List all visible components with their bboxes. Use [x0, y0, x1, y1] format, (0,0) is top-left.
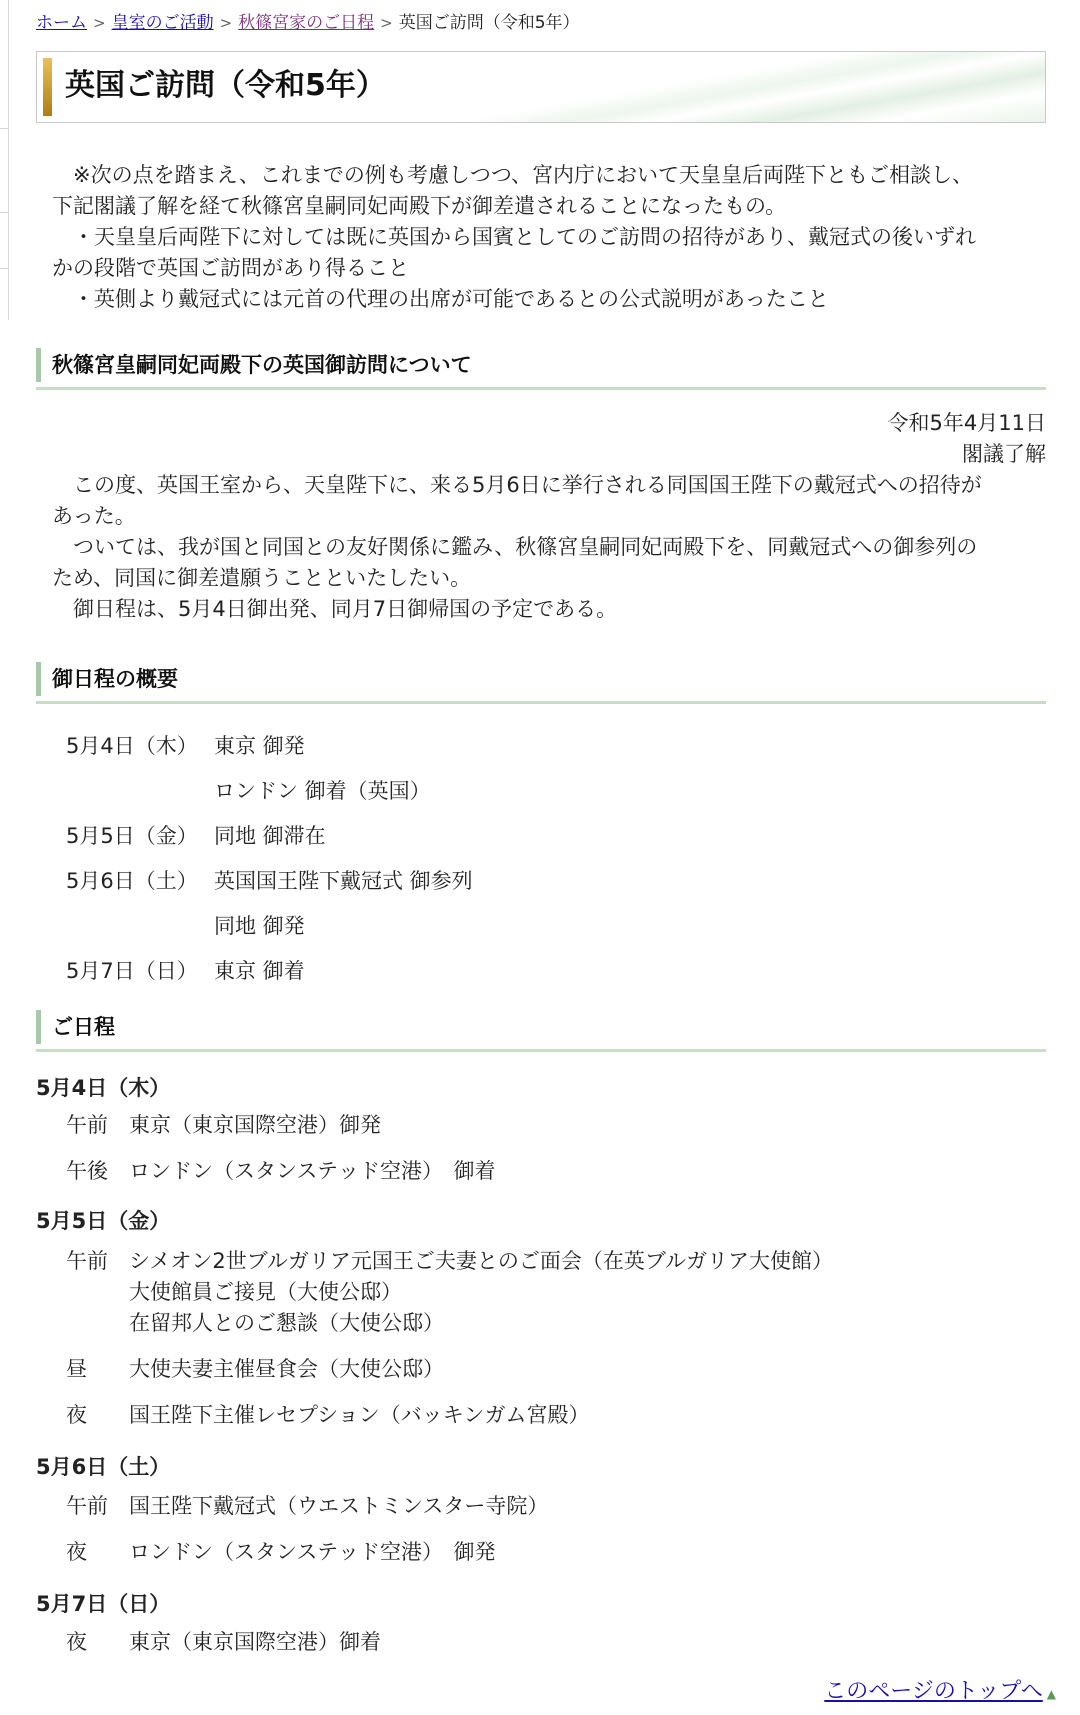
event-text: 国王陛下主催レセプション（バッキンガム宮殿）: [129, 1403, 590, 1427]
event-time: 午前: [66, 1494, 108, 1518]
intro-line: ※次の点を踏まえ、これまでの例も考慮しつつ、宮内庁において天皇皇后両陛下ともご相談し、: [52, 163, 974, 187]
event-text: 国王陛下戴冠式（ウエストミンスター寺院）: [129, 1494, 549, 1518]
event-text: ロンドン（スタンステッド空港） 御着: [129, 1159, 496, 1183]
summary-heading: 御日程の概要: [52, 667, 178, 691]
schedule-day-date: 5月6日（土）: [36, 1455, 171, 1479]
event-time: 夜: [66, 1403, 87, 1427]
summary-text: ロンドン 御着（英国）: [214, 779, 431, 803]
chevron-right-icon: >: [93, 14, 106, 32]
decision-line: あった。: [52, 504, 136, 528]
page-top-link-wrap: [824, 1677, 1056, 1709]
event-text: シメオン2世ブルガリア元国王ご夫妻とのご面会（在英ブルガリア大使館）: [129, 1249, 834, 1273]
heading-accent-bar: [36, 348, 41, 382]
summary-row: [66, 956, 305, 986]
summary-date: 5月7日（日）: [66, 959, 198, 983]
summary-row: [66, 866, 473, 896]
intro-text: [52, 160, 1052, 315]
decision-type: 閣議了解: [962, 442, 1046, 466]
page-title: 英国ご訪問（令和5年）: [65, 68, 386, 103]
summary-row: [66, 911, 305, 941]
summary-row: [66, 821, 326, 851]
decision-line: ついては、我が国と同国との友好関係に鑑み、秋篠宮皇嗣同妃両殿下を、同戴冠式への御参列の: [52, 535, 978, 559]
intro-line: ・英側より戴冠式には元首の代理の出席が可能であるとの公式説明があったこと: [52, 287, 829, 311]
heading-accent-bar: [36, 1010, 41, 1044]
summary-section-heading: [36, 658, 1046, 704]
event-time: 午後: [66, 1159, 108, 1183]
schedule-section-heading: [36, 1006, 1046, 1052]
decision-meta: [888, 408, 1046, 470]
summary-row: [66, 776, 431, 806]
decision-line: ため、同国に御差遣願うことといたしたい。: [52, 566, 472, 590]
decision-line: 御日程は、5月4日御出発、同月7日御帰国の予定である。: [52, 597, 618, 621]
event-time: 夜: [66, 1630, 87, 1654]
event-time: 午前: [66, 1113, 108, 1137]
intro-line: かの段階で英国ご訪問があり得ること: [52, 256, 409, 280]
event-text: ロンドン（スタンステッド空港） 御発: [129, 1540, 496, 1564]
page-top-link[interactable]: このページのトップへ: [824, 1679, 1043, 1704]
summary-text: 東京 御発: [214, 734, 305, 758]
left-sidebar-edge: [0, 0, 9, 320]
summary-text: 同地 御滞在: [214, 824, 326, 848]
schedule-heading: ご日程: [52, 1015, 115, 1039]
decision-section-heading: [36, 344, 1046, 390]
summary-text: 同地 御発: [214, 914, 305, 938]
breadcrumb-schedule-link[interactable]: 秋篠宮家のご日程: [238, 13, 375, 33]
decision-line: この度、英国王室から、天皇陛下に、来る5月6日に挙行される同国国王陛下の戴冠式への招待が: [52, 473, 982, 497]
summary-date: 5月5日（金）: [66, 824, 198, 848]
chevron-right-icon: >: [219, 14, 233, 32]
event-text: 在留邦人とのご懇談（大使公邸）: [129, 1311, 444, 1335]
decision-heading: 秋篠宮皇嗣同妃両殿下の英国御訪問について: [52, 353, 472, 377]
schedule-day-date: 5月5日（金）: [36, 1209, 171, 1233]
summary-date: 5月6日（土）: [66, 869, 198, 893]
heading-accent-bar: [36, 662, 41, 696]
event-text: 東京（東京国際空港）御発: [129, 1113, 381, 1137]
page-title-box: [36, 51, 1046, 123]
summary-date: 5月4日（木）: [66, 734, 198, 758]
breadcrumb-home-link[interactable]: ホーム: [36, 13, 87, 33]
decision-date: 令和5年4月11日: [887, 411, 1046, 435]
breadcrumb: [36, 9, 580, 37]
breadcrumb-activities-link[interactable]: 皇室のご活動: [111, 13, 214, 33]
triangle-up-icon[interactable]: ▲: [1046, 1687, 1056, 1701]
event-text: 大使夫妻主催昼食会（大使公邸）: [129, 1357, 444, 1381]
schedule-day-date: 5月4日（木）: [36, 1076, 171, 1100]
breadcrumb-current: 英国ご訪問（令和5年）: [398, 13, 580, 33]
intro-line: 下記閣議了解を経て秋篠宮皇嗣同妃両殿下が御差遣されることになったもの。: [52, 194, 787, 218]
title-accent-bar: [43, 58, 52, 116]
intro-line: ・天皇皇后両陛下に対しては既に英国から国賓としてのご訪問の招待があり、戴冠式の後いずれ: [52, 225, 976, 249]
event-time: 午前: [66, 1249, 108, 1273]
decision-body: [52, 470, 1052, 625]
summary-text: 英国国王陛下戴冠式 御参列: [214, 869, 473, 893]
event-text: 大使館員ご接見（大使公邸）: [129, 1280, 402, 1304]
chevron-right-icon: >: [380, 14, 393, 32]
event-time: 夜: [66, 1540, 87, 1564]
event-text: 東京（東京国際空港）御着: [129, 1630, 381, 1654]
event-time: 昼: [66, 1357, 87, 1381]
summary-row: [66, 731, 305, 761]
summary-text: 東京 御着: [214, 959, 305, 983]
schedule-day-date: 5月7日（日）: [36, 1592, 171, 1616]
